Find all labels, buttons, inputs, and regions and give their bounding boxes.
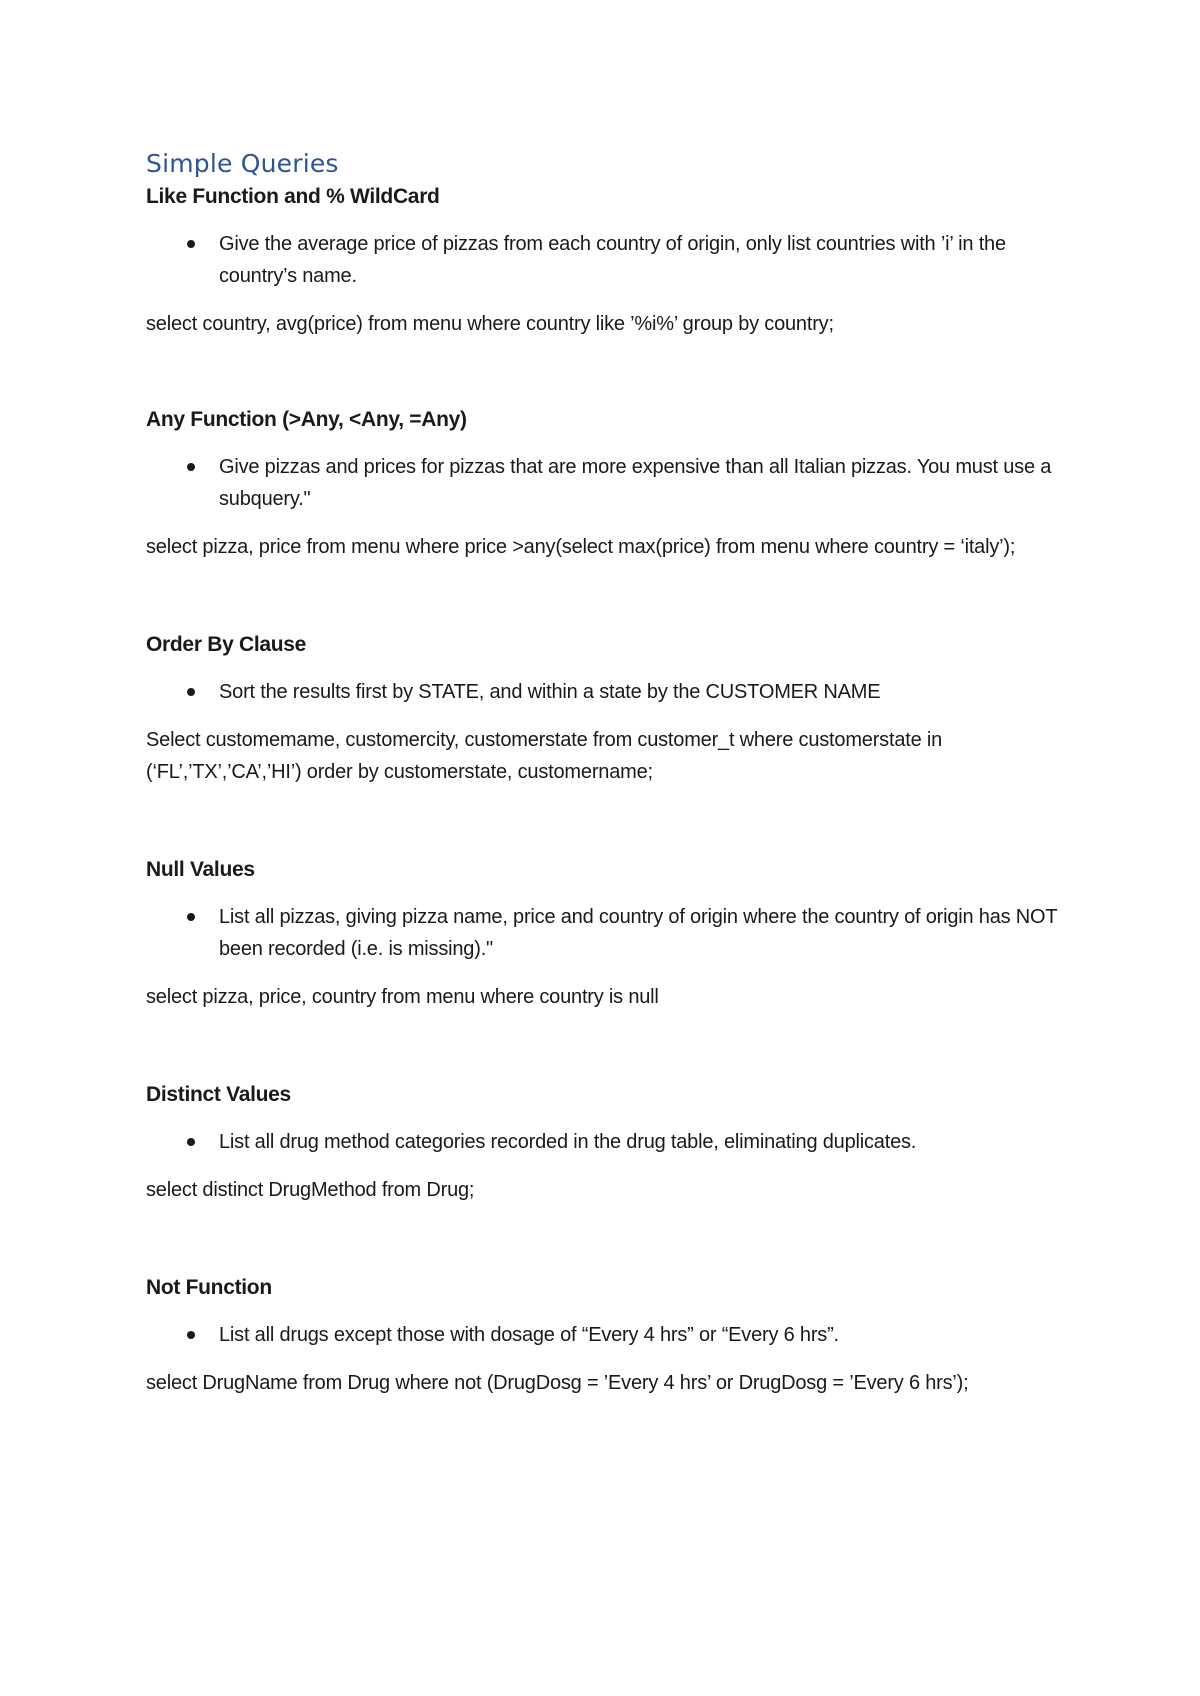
list-item xyxy=(219,451,1066,515)
sql-query: select country, avg(price) from menu where country like ’%i%’ group by country; xyxy=(146,313,834,335)
sql-query: select DrugName from Drug where not (DrugDosg = ’Every 4 hrs’ or DrugDosg = ’Every 6 hrs’); xyxy=(146,1372,969,1394)
section-distinct-values xyxy=(146,1080,1066,1206)
sql-query: select distinct DrugMethod from Drug; xyxy=(146,1179,475,1201)
section-heading: Any Function (>Any, <Any, =Any) xyxy=(146,408,467,431)
sql-query: select pizza, price from menu where price >any(select max(price) from menu where country = ‘italy’); xyxy=(146,536,1016,558)
bullet-icon xyxy=(187,463,195,471)
list-item-text: Give pizzas and prices for pizzas that are more expensive than all Italian pizzas. You must use a subquery." xyxy=(219,456,1052,510)
sql-query: select pizza, price, country from menu where country is null xyxy=(146,986,659,1008)
list-item-text: List all pizzas, giving pizza name, price and country of origin where the country of origin has NOT been recorded (i.e. is missing)." xyxy=(219,906,1058,960)
section-heading: Not Function xyxy=(146,1276,272,1299)
list-item-text: Give the average price of pizzas from each country of origin, only list countries with ’i’ in the country’s name. xyxy=(219,233,1006,287)
bullet-icon xyxy=(187,240,195,248)
bullet-icon xyxy=(187,1138,195,1146)
bullet-list xyxy=(146,1319,1066,1351)
sql-query: Select customemame, customercity, customerstate from customer_t where customerstate in (‘FL’,’TX’,’CA’,’HI’) order by customerstate, customername; xyxy=(146,729,943,783)
bullet-icon xyxy=(187,913,195,921)
section-any-function xyxy=(146,405,1066,563)
list-item xyxy=(219,228,1066,292)
page-title: Simple Queries xyxy=(146,149,339,178)
document-page xyxy=(146,146,1066,1399)
section-not-function xyxy=(146,1273,1066,1399)
section-heading: Distinct Values xyxy=(146,1083,291,1106)
bullet-icon xyxy=(187,688,195,696)
bullet-list xyxy=(146,451,1066,515)
list-item-text: Sort the results first by STATE, and within a state by the CUSTOMER NAME xyxy=(219,681,881,703)
list-item-text: List all drugs except those with dosage of “Every 4 hrs” or “Every 6 hrs”. xyxy=(219,1324,839,1346)
list-item xyxy=(219,676,1066,708)
bullet-list xyxy=(146,1126,1066,1158)
section-heading: Like Function and % WildCard xyxy=(146,185,440,208)
list-item xyxy=(219,901,1066,965)
section-heading: Null Values xyxy=(146,858,255,881)
list-item-text: List all drug method categories recorded in the drug table, eliminating duplicates. xyxy=(219,1131,917,1153)
section-order-by xyxy=(146,630,1066,788)
bullet-icon xyxy=(187,1331,195,1339)
list-item xyxy=(219,1319,1066,1351)
section-null-values xyxy=(146,855,1066,1013)
bullet-list xyxy=(146,676,1066,708)
bullet-list xyxy=(146,228,1066,292)
section-heading: Order By Clause xyxy=(146,633,307,656)
list-item xyxy=(219,1126,1066,1158)
section-like-function xyxy=(146,182,1066,340)
bullet-list xyxy=(146,901,1066,965)
